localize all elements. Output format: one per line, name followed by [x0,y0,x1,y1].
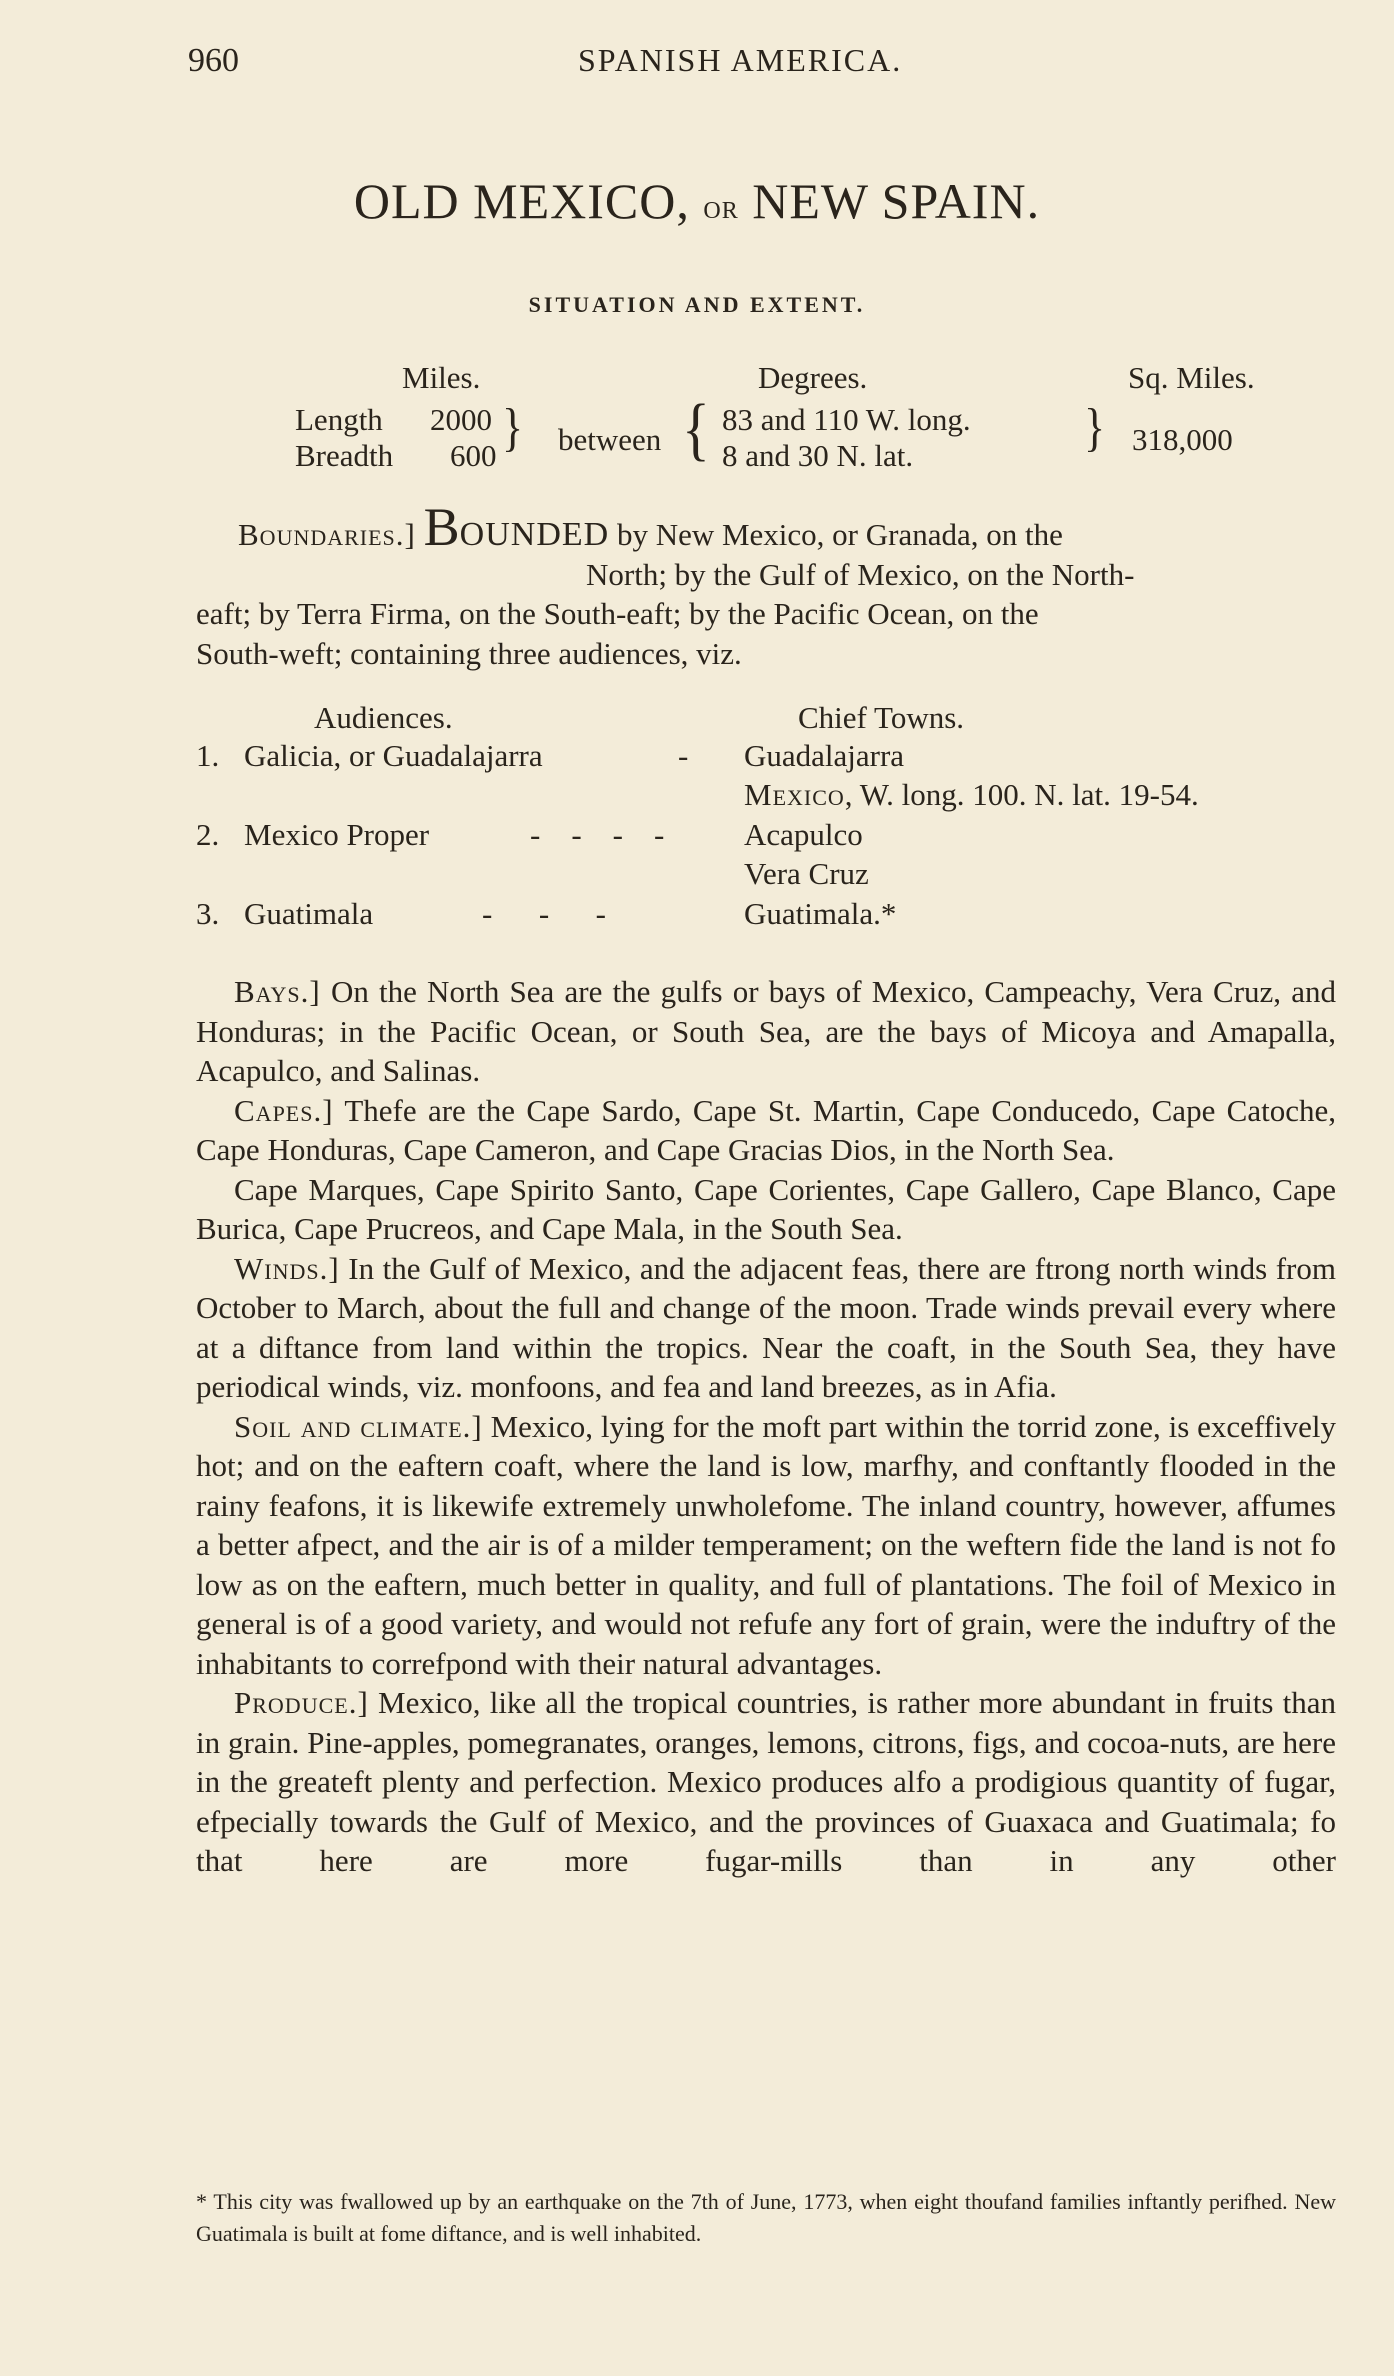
paragraph-soil [196,1407,1336,1684]
audience-row-5-town: Guatimala.* [744,896,897,931]
audience-row-2-town-rest: , W. long. 100. N. lat. 19-54. [844,777,1199,812]
extent-sq-value: 318,000 [1132,422,1233,457]
audience-row-1-num: 1. [196,738,220,773]
bays-label: Bays.] [234,974,321,1009]
audience-row-1-name: Galicia, or Guadalajarra [244,738,543,773]
chapter-title-part1: OLD MEXICO, [353,173,690,229]
extent-head-degrees: Degrees. [758,360,868,395]
paragraph-bays [196,972,1336,1091]
extent-breadth-value: 600 [450,438,497,473]
boundaries-line4: South-weft; containing three audiences, viz. [196,635,742,671]
capes-label: Capes.] [234,1092,334,1128]
footnote: * This city was fwallowed up by an earthquake on the 7th of June, 1773, when eight thoufand families inftantly perifhed. New Guatimala is built at fome diftance, and is well inhabited. [196,2189,1336,2246]
brace-left: { [682,389,710,468]
audience-row-1-dash: - [678,738,689,773]
audience-row-4-town: Vera Cruz [744,856,869,891]
audience-row-5-dash: - - - [482,896,606,931]
audiences-head-left: Audiences. [314,700,453,735]
boundaries-line1: by New Mexico, or Granada, on the [616,517,1063,552]
soil-text: Mexico, lying for the moft part within the torrid zone, is exceffively hot; and on the eaftern coaft, where the land is low, marfhy, and conftantly flooded in the rainy feafons, it is likewife extremely unwholefome. The inland country, however, affumes a better afpect, and the air is of a milder temperament; on the weftern fide the land is not fo low as on the eaftern, much better in quality, and full of plantations. The foil of Mexico in general is of a good variety, and would not refufe any fort of grain, were the induftry of the inhabitants to correfpond with their natural advantages. [196,1408,1336,1681]
winds-label: Winds.] [234,1250,340,1286]
paragraph-capes-2: Cape Marques, Cape Spirito Santo, Cape Corientes, Cape Gallero, Cape Blanco, Cape Burica, Cape Prucreos, and Cape Mala, in the South Sea. [196,1171,1336,1246]
audience-row-3-num: 2. [196,817,220,852]
extent-length-label: Length [295,402,383,437]
audience-row-2-town-sc: Mexico [744,777,845,812]
extent-breadth-label: Breadth [295,438,394,473]
chapter-title-part3: NEW SPAIN. [752,173,1041,229]
extent-head-sq: Sq. Miles. [1128,360,1255,395]
audience-row-5-name: Guatimala [244,896,374,931]
soil-label: Soil and climate.] [234,1408,483,1444]
brace-right-1: } [502,398,524,457]
boundaries-line2: North; by the Gulf of Mexico, on the North- [586,556,1135,592]
section-subhead: SITUATION AND EXTENT. [528,292,866,317]
audience-row-5-num: 3. [196,896,220,931]
brace-right-2: } [1084,398,1106,457]
audience-row-3-dash: - - - - [530,817,665,852]
produce-text: Mexico, like all the tropical countries, is rather more abundant in fruits than in grain. Pine-apples, pomegranates, oranges, lemons, citrons, figs, and cocoa-nuts, are here in the greateft plenty and perfection. Mexico produces alfo a prodigious quantity of fugar, efpecially towards the Gulf of Mexico, and the provinces of Guaxaca and Guatimala; fo that here are more fugar-mills than in any other [196,1685,1336,1878]
main-text [196,972,1336,1881]
extent-table [290,360,1310,500]
audience-row-1-town: Guadalajarra [744,738,905,773]
chapter-title-or: or [703,189,739,226]
extent-length-value: 2000 [430,402,492,437]
audience-row-3-town: Acapulco [744,817,863,852]
bays-text: On the North Sea are the gulfs or bays of Mexico, Campeachy, Vera Cruz, and Honduras; in the Pacific Ocean, or South Sea, are the bays of Micoya and Amapalla, Acapulco, and Salinas. [196,974,1336,1088]
extent-long-range: 83 and 110 W. long. [722,402,971,437]
audience-row-2-town [744,777,1199,813]
extent-head-miles: Miles. [402,360,481,395]
audiences-table [196,700,1336,940]
audiences-head-right: Chief Towns. [798,700,965,735]
winds-text: In the Gulf of Mexico, and the adjacent feas, there are ftrong north winds from October to March, about the full and change of the moon. Trade winds prevail every where at a diftance from land within the tropics. Near the coaft, in the South Sea, they have periodical winds, viz. monfoons, and fea and land breezes, as in Afia. [196,1250,1336,1404]
page-number: 960 [188,42,239,79]
chapter-title [0,172,1394,230]
extent-lat-range: 8 and 30 N. lat. [722,438,914,473]
audience-row-3-name: Mexico Proper [244,817,430,852]
running-title: SPANISH AMERICA. [578,42,903,78]
paragraph-winds [196,1249,1336,1407]
boundaries-dropcap: B [423,497,460,557]
boundaries-label: Boundaries.] [238,517,416,552]
capes-text: Thefe are the Cape Sardo, Cape St. Martin, Cape Conducedo, Cape Catoche, Cape Honduras, Cape Cameron, and Cape Gracias Dios, in the North Sea. [196,1092,1336,1167]
extent-between: between [558,422,662,457]
running-head [188,42,1338,92]
paragraph-capes [196,1091,1336,1170]
boundaries-caps: OUNDED [459,516,610,553]
boundaries-paragraph [196,497,1336,673]
paragraph-produce [196,1683,1336,1881]
produce-label: Produce.] [234,1685,369,1720]
boundaries-line3: eaft; by Terra Firma, on the South-eaft; by the Pacific Ocean, on the [196,596,1039,631]
